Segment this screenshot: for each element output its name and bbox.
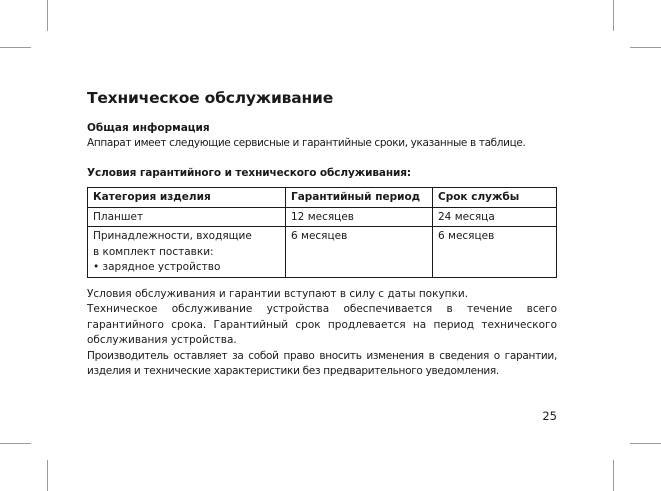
table-header-row bbox=[88, 188, 557, 208]
section-title-conditions: Условия гарантийного и технического обслуживания: bbox=[87, 167, 412, 179]
header-service-life: Срок службы bbox=[433, 188, 557, 208]
cell-service-life: 24 месяца bbox=[433, 207, 557, 227]
category-line: • зарядное устройство bbox=[93, 261, 221, 273]
paragraph: Производитель оставляет за собой право вносить изменения в сведения о гарантии, изделия и технические характеристики без предварительного уведомления. bbox=[87, 349, 557, 377]
section-title-general: Общая информация bbox=[87, 122, 210, 134]
cell-warranty: 12 месяцев bbox=[286, 207, 433, 227]
category-line: в комплект поставки: bbox=[93, 245, 214, 258]
crop-mark bbox=[630, 443, 661, 444]
table-row bbox=[88, 227, 557, 278]
cell-category bbox=[88, 207, 286, 227]
crop-mark bbox=[0, 443, 31, 444]
paragraph: Условия обслуживания и гарантии вступают в силу с даты покупки. bbox=[87, 287, 469, 300]
cell-service-life: 6 месяцев bbox=[433, 227, 557, 278]
crop-mark bbox=[0, 47, 31, 48]
category-line: Принадлежности, входящие bbox=[93, 230, 252, 242]
body-text bbox=[87, 287, 557, 380]
cell-warranty: 6 месяцев bbox=[286, 227, 433, 278]
crop-mark bbox=[630, 47, 661, 48]
category-line: Планшет bbox=[93, 210, 144, 223]
paragraph: Техническое обслуживание устройства обеспечивается в течение всего гарантийного срока. Гарантийный срок продлевается на период технического обслуживания устройства. bbox=[87, 303, 557, 346]
cell-category bbox=[88, 227, 286, 278]
warranty-table bbox=[87, 187, 557, 278]
crop-mark bbox=[613, 460, 614, 491]
crop-mark bbox=[47, 0, 48, 31]
crop-mark bbox=[47, 460, 48, 491]
header-warranty: Гарантийный период bbox=[286, 188, 433, 208]
general-text: Аппарат имеет следующие сервисные и гарантийные сроки, указанные в таблице. bbox=[87, 137, 526, 149]
page-title: Техническое обслуживание bbox=[87, 89, 334, 107]
crop-mark bbox=[613, 0, 614, 31]
header-category: Категория изделия bbox=[88, 188, 286, 208]
table-row bbox=[88, 207, 557, 227]
page-content bbox=[87, 88, 557, 380]
page-number: 25 bbox=[542, 409, 557, 423]
